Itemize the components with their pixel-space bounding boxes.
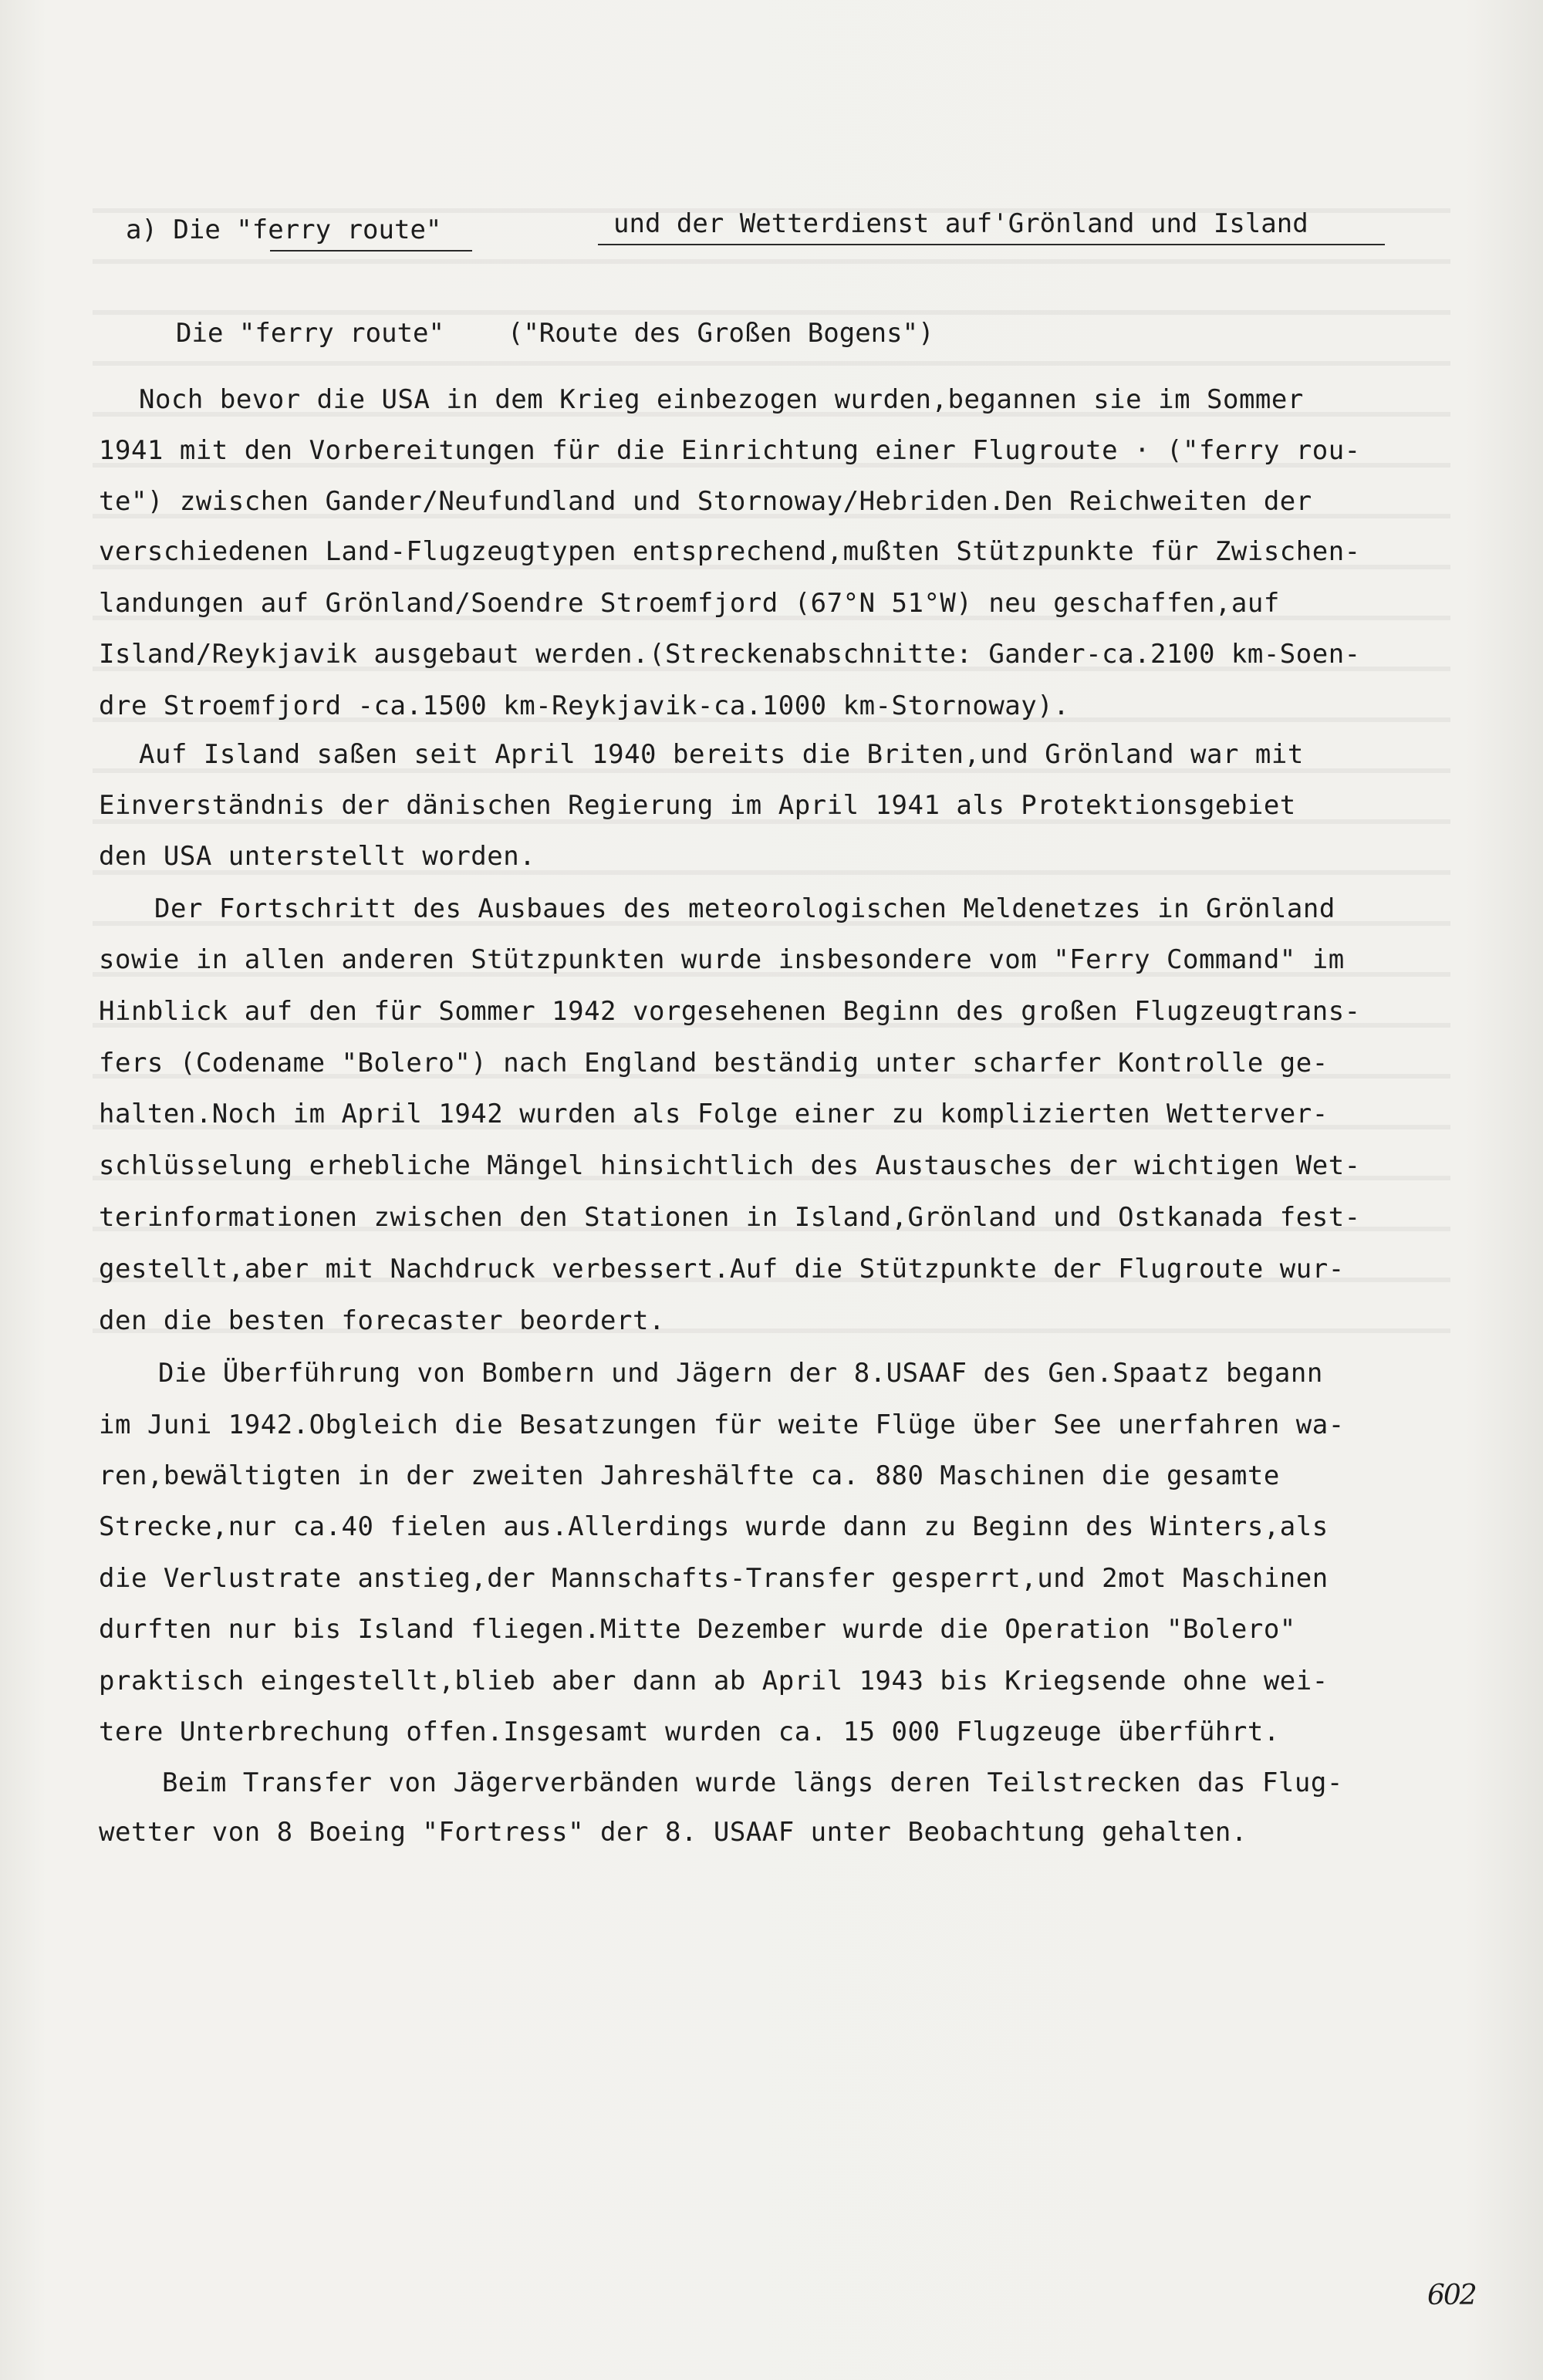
text-line-17: terinformationen zwischen den Stationen in Island,Grönland und Ostkanada fest-	[99, 1202, 1361, 1233]
text-line-22: ren,bewältigten in der zweiten Jahreshälfte ca. 880 Maschinen die gesamte	[99, 1460, 1280, 1491]
text-line-7: dre Stroemfjord -ca.1500 km-Reykjavik-ca.1000 km-Stornoway).	[99, 690, 1070, 721]
section-heading-left: a) Die "ferry route"	[126, 214, 442, 245]
text-line-4: verschiedenen Land-Flugzeugtypen entsprechend,mußten Stützpunkte für Zwischen-	[99, 536, 1361, 567]
text-line-11: Der Fortschritt des Ausbaues des meteorologischen Meldenetzes in Grönland	[154, 893, 1335, 924]
text-line-28: Beim Transfer von Jägerverbänden wurde längs deren Teilstrecken das Flug-	[162, 1767, 1343, 1798]
text-line-13: Hinblick auf den für Sommer 1942 vorgesehenen Beginn des großen Flugzeugtrans-	[99, 996, 1361, 1027]
section-heading-right: und der Wetterdienst auf'Grönland und Island	[613, 208, 1308, 239]
text-line-23: Strecke,nur ca.40 fielen aus.Allerdings wurde dann zu Beginn des Winters,als	[99, 1511, 1329, 1542]
text-line-16: schlüsselung erhebliche Mängel hinsichtlich des Austausches der wichtigen Wet-	[99, 1150, 1361, 1181]
subheading: Die "ferry route" ("Route des Großen Bogens")	[176, 318, 934, 349]
text-line-1: Noch bevor die USA in dem Krieg einbezogen wurden,begannen sie im Sommer	[139, 384, 1304, 415]
text-line-12: sowie in allen anderen Stützpunkten wurde insbesondere vom "Ferry Command" im	[99, 944, 1345, 975]
text-line-6: Island/Reykjavik ausgebaut werden.(Streckenabschnitte: Gander-ca.2100 km-Soen-	[99, 639, 1361, 670]
text-line-26: praktisch eingestellt,blieb aber dann ab April 1943 bis Kriegsende ohne wei-	[99, 1666, 1329, 1696]
text-line-15: halten.Noch im April 1942 wurden als Folge einer zu komplizierten Wetterver-	[99, 1099, 1329, 1129]
text-line-14: fers (Codename "Bolero") nach England beständig unter scharfer Kontrolle ge-	[99, 1048, 1329, 1079]
text-line-29: wetter von 8 Boeing "Fortress" der 8. USAAF unter Beobachtung gehalten.	[99, 1817, 1248, 1848]
text-line-20: Die Überführung von Bombern und Jägern der 8.USAAF des Gen.Spaatz begann	[158, 1358, 1323, 1389]
text-line-18: gestellt,aber mit Nachdruck verbessert.Auf die Stützpunkte der Flugroute wur-	[99, 1254, 1345, 1285]
page-number: 602	[1427, 2280, 1476, 2311]
text-line-5: landungen auf Grönland/Soendre Stroemfjord (67°N 51°W) neu geschaffen,auf	[99, 588, 1280, 619]
text-line-25: durften nur bis Island fliegen.Mitte Dezember wurde die Operation "Bolero"	[99, 1614, 1296, 1645]
text-line-9: Einverständnis der dänischen Regierung im April 1941 als Protektionsgebiet	[99, 790, 1296, 821]
text-line-21: im Juni 1942.Obgleich die Besatzungen für weite Flüge über See unerfahren wa-	[99, 1409, 1345, 1440]
text-line-27: tere Unterbrechung offen.Insgesamt wurden ca. 15 000 Flugzeuge überführt.	[99, 1717, 1280, 1747]
text-line-3: te") zwischen Gander/Neufundland und Stornoway/Hebriden.Den Reichweiten der	[99, 486, 1312, 517]
heading-underline-left	[270, 250, 472, 252]
heading-underline-right	[598, 244, 1385, 245]
text-line-24: die Verlustrate anstieg,der Mannschafts-Transfer gesperrt,und 2mot Maschinen	[99, 1563, 1329, 1594]
text-line-19: den die besten forecaster beordert.	[99, 1305, 665, 1336]
text-line-2: 1941 mit den Vorbereitungen für die Einrichtung einer Flugroute · ("ferry rou-	[99, 435, 1361, 466]
text-line-8: Auf Island saßen seit April 1940 bereits die Briten,und Grönland war mit	[139, 739, 1304, 770]
text-line-10: den USA unterstellt worden.	[99, 841, 536, 872]
